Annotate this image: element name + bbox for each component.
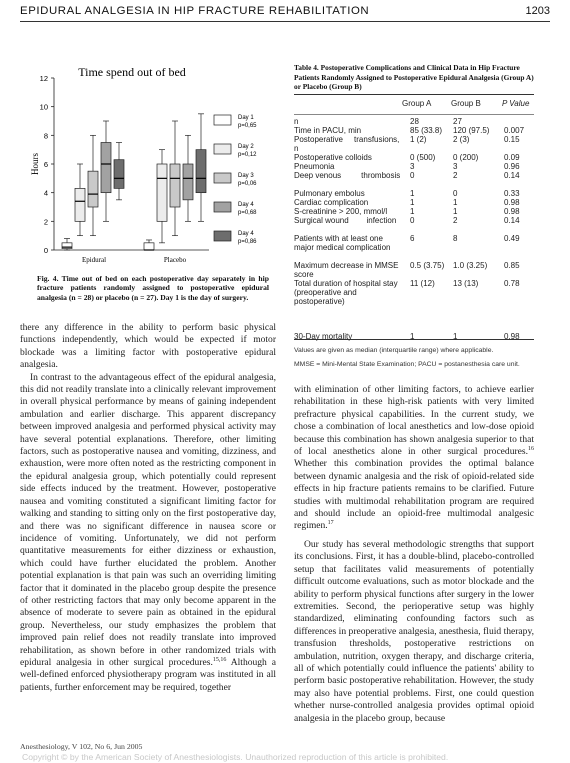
paragraph: [294, 384, 534, 533]
legend-swatch: [214, 202, 231, 212]
p-value: 0.96: [504, 162, 520, 171]
p-value: 0.98: [504, 332, 520, 341]
header-group-a: Group A: [402, 99, 432, 108]
group-a-value: 11 (12): [410, 279, 435, 288]
row-label: Patients with at least one major medical complication: [294, 234, 391, 252]
group-b-value: 13 (13): [453, 279, 479, 288]
box-placebo-day-1: [144, 243, 154, 250]
group-a-value: 0 (500): [410, 153, 436, 162]
paragraph-text: Although a well-defined enforced physiotherapy program was instituted in all patients, further enforcement may be required, together: [20, 656, 276, 693]
table-caption: Table 4. Postoperative Complications and Clinical Data in Hip Fracture Patients Randomly Assigned to Postoperative Epidural Analgesia (Group A) or Placebo (Group B): [294, 63, 534, 92]
y-tick-label: 0: [43, 246, 48, 255]
row-label: Postoperative transfusions, n: [294, 135, 400, 153]
p-value: 0.98: [504, 207, 520, 216]
legend-swatch: [214, 115, 231, 125]
group-a-value: 0: [410, 171, 415, 180]
group-a-value: 85 (33.8): [410, 126, 443, 135]
paragraph: Our study has several methodologic strengths that support its conclusions. First, it has a double-blind, placebo-controlled setup that facilitates valid measurements of potentially difficult outcome evaluations, such as motor blockade and the ability to perform physical functions after surgery in the lower extremities. Second, the perioperative setup was highly standardized, eliminating confounding factors such as differences in preoperative analgesia, anesthesia, fluid therapy, transfusion thresholds, postoperative restrictions on ambulation, nutrition, oxygen therapy, and discharge criteria, all of which potentially could influence the patients' ability to perform basic postoperative rehabilitation. However, the study may also have potential problems. First, one could question whether nurse-controlled analgesia provides optimal opioid analgesia in the placebo group, because: [294, 538, 534, 724]
group-b-value: 0 (200): [453, 153, 479, 162]
table-header-row: [294, 100, 534, 110]
paragraph: there any difference in the ability to perform basic physical functions independently, which would be expected if motor blockade was a limiting factor with postoperative epidural analgesia.: [20, 322, 276, 371]
legend-p-value: p=0,12: [238, 152, 257, 158]
legend-p-value: p=0,06: [238, 181, 257, 187]
group-a-value: 1: [410, 332, 415, 341]
box-epidural-day-5: [114, 160, 124, 189]
legend-label: Day 4: [238, 202, 254, 208]
group-a-value: 1: [410, 198, 415, 207]
legend-swatch: [214, 231, 231, 241]
box-placebo-day-5: [196, 150, 206, 193]
running-title: EPIDURAL ANALGESIA IN HIP FRACTURE REHABILITATION: [20, 5, 370, 17]
y-tick-label: 12: [39, 74, 48, 83]
table-note-values: Values are given as median (interquartile range) where applicable.: [294, 347, 494, 354]
group-a-value: 28: [410, 117, 419, 126]
row-label: S-creatinine > 200, mmol/l: [294, 207, 388, 216]
group-b-value: 1: [453, 198, 458, 207]
y-tick-label: 2: [43, 217, 48, 227]
row-label: Total duration of hospital stay (preoperative and postoperative): [294, 279, 398, 306]
p-value: 0.85: [504, 261, 520, 270]
group-b-value: 1: [453, 332, 458, 341]
chart-title: Time spend out of bed: [78, 65, 186, 79]
group-a-value: 0: [410, 216, 415, 225]
group-b-value: 1: [453, 207, 458, 216]
box-placebo-day-4: [183, 164, 193, 200]
row-label: n: [294, 117, 299, 126]
group-a-value: 3: [410, 162, 415, 171]
box-epidural-day-2: [75, 188, 85, 221]
p-value: 0.14: [504, 171, 520, 180]
box-placebo-day-3: [170, 164, 180, 207]
legend-p-value: p=0,65: [238, 123, 257, 129]
row-label: Deep venous thrombosis: [294, 171, 401, 180]
legend-p-value: p=0,86: [238, 239, 257, 245]
group-a-value: 0.5 (3.75): [410, 261, 445, 270]
legend-label: Day 2: [238, 144, 254, 150]
box-placebo-day-2: [157, 164, 167, 221]
group-a-value: 6: [410, 234, 415, 243]
p-value: 0.14: [504, 216, 520, 225]
p-value: 0.98: [504, 198, 520, 207]
legend-swatch: [214, 144, 231, 154]
y-axis-label: Hours: [30, 153, 40, 175]
row-label: Time in PACU, min: [294, 126, 362, 135]
journal-footer: Anesthesiology, V 102, No 6, Jun 2005: [20, 742, 143, 751]
group-b-value: 8: [453, 234, 458, 243]
row-label: Cardiac complication: [294, 198, 369, 207]
group-b-value: 2 (3): [453, 135, 470, 144]
p-value: 0.49: [504, 234, 520, 243]
p-value: 0.33: [504, 189, 520, 198]
group-b-value: 3: [453, 162, 458, 171]
right-column: [294, 384, 534, 725]
y-tick-label: 10: [39, 102, 48, 112]
paragraph-text: In contrast to the advantageous effect of the epidural analgesia, this did not readily translate into a clinically relevant improvement in overall physical performance by means of gaining independent ambulation and earlier discharge. This apparent discrepancy between improved analgesia and performed physical activity may have several potential explanations. Therefore, other limiting factors, such as postoperative nausea and vomiting, dizziness, and exhaustion, were more often noted as the restricting component in the epidural analgesia group, which potentially could represent side effects induced by the treatment. However, postoperative nausea and vomiting constituted a significant limiting factor for walking and standing to sitting only on the first postoperative day, and there was no significant difference in nausea score or incidence of vomiting. Unfortunately, we did not perform quantitative measurements for either dizziness or exhaustion, which could have further elucidated the problem. Another potential explanation is that pain was such an overriding limiting factor that it dominated in the placebo group despite the presence of other restricting factors that may only become apparent in the absence of moderate to severe pain as obtained in the epidural group. Nevertheless, our study emphasizes the problem that improved pain relief does not readily translate into improved rehabilitation, as shown before in other randomized trials with epidural analgesia in other surgical procedures.: [20, 371, 276, 668]
paragraph: [20, 372, 276, 695]
y-tick-label: 8: [43, 131, 48, 141]
group-a-value: 1: [410, 189, 415, 198]
table-top-rule: [294, 94, 534, 95]
x-group-label: Placebo: [163, 256, 187, 264]
paragraph-text: with elimination of other limiting factors, to achieve earlier rehabilitation in these high-risk patients with very limited prefracture physical capabilities. In the current study, we chose a combination of local anesthetics and low-dose opioid because this combination has shown analgesia superior to that of local anesthetics alone in other surgical procedures.: [294, 384, 534, 458]
group-a-value: 1 (2): [410, 135, 427, 144]
header-rule: [20, 21, 550, 22]
row-label: Pulmonary embolus: [294, 189, 365, 198]
figure-caption: Fig. 4. Time out of bed on each postoperative day separately in hip fracture patients randomly assigned to postoperative epidural analgesia (n = 28) or placebo (n = 27). Day 1 is the day of surgery.: [37, 274, 269, 302]
paragraph-text: Whether this combination provides the optimal balance between dynamic analgesia and the risk of opioid-related side effects in hip fracture patients remains to be clarified. Future studies with multimodal rehabilitation program are required and should include an opioid-free multimodal analgesic regimen.: [294, 458, 534, 532]
group-b-value: 0: [453, 189, 458, 198]
row-label: Postoperative colloids: [294, 153, 372, 162]
table-note-abbrev: MMSE = Mini-Mental State Examination; PACU = postanesthesia care unit.: [294, 361, 520, 368]
box-plot-chart: [24, 58, 286, 272]
p-value: 0.15: [504, 135, 520, 144]
p-value: 0.78: [504, 279, 520, 288]
y-tick-label: 6: [43, 160, 48, 169]
row-label: 30-Day mortality: [294, 332, 353, 341]
citation: 17: [327, 520, 334, 527]
p-value: 0.007: [504, 126, 525, 135]
box-epidural-day-4: [101, 143, 111, 193]
table-bottom-rule: [294, 339, 534, 340]
row-label: Surgical wound infection: [294, 216, 397, 225]
legend-p-value: p=0,68: [238, 210, 257, 216]
page-number: 1203: [525, 5, 550, 17]
row-label: Pneumonia: [294, 162, 335, 171]
running-header: [20, 3, 550, 23]
legend-label: Day 4: [238, 231, 254, 237]
group-b-value: 2: [453, 171, 458, 180]
left-column: [20, 322, 276, 694]
table-header-rule: [294, 114, 534, 115]
group-a-value: 1: [410, 207, 415, 216]
group-b-value: 2: [453, 216, 458, 225]
legend-label: Day 1: [238, 115, 254, 121]
group-b-value: 27: [453, 117, 462, 126]
group-b-value: 120 (97.5): [453, 126, 490, 135]
header-group-b: Group B: [451, 99, 481, 108]
group-b-value: 1.0 (3.25): [453, 261, 488, 270]
legend-label: Day 3: [238, 173, 254, 179]
citation: 15,16: [212, 656, 227, 663]
copyright-notice: Copyright © by the American Society of Anesthesiologists. Unauthorized reproduction of this article is prohibited.: [22, 752, 449, 762]
legend-swatch: [214, 173, 231, 183]
x-group-label: Epidural: [81, 256, 107, 264]
row-label: Maximum decrease in MMSE score: [294, 261, 399, 279]
box-epidural-day-3: [88, 171, 98, 207]
header-p-value: P Value: [502, 99, 530, 108]
y-tick-label: 4: [43, 188, 48, 198]
p-value: 0.09: [504, 153, 520, 162]
citation: 16: [528, 445, 534, 452]
